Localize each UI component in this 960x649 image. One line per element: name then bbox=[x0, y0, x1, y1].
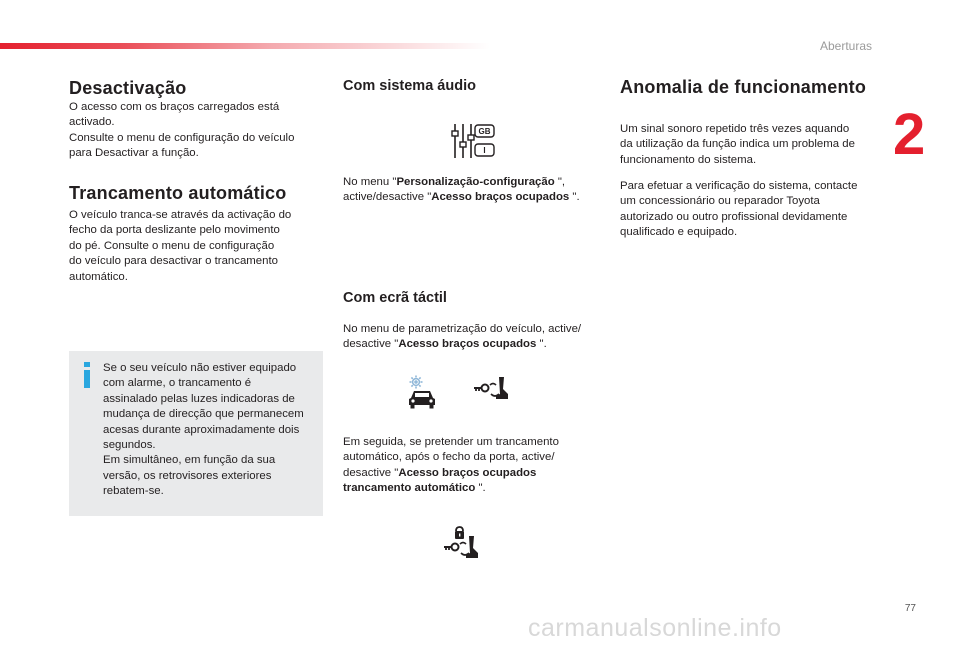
text-line: versão, os retrovisores exteriores bbox=[103, 469, 272, 482]
audio-instruction bbox=[343, 175, 580, 206]
menu-name: Personalização-configuração bbox=[396, 176, 555, 188]
hands-free-access-icon bbox=[472, 374, 512, 404]
function-name: Acesso braços ocupados bbox=[398, 338, 537, 351]
text-fragment: ". bbox=[475, 482, 486, 495]
text-line: O veículo tranca-se através da activação do bbox=[69, 209, 292, 221]
text-line: fecho da porta deslizante pelo movimento bbox=[69, 224, 280, 237]
info-note-text bbox=[103, 361, 304, 500]
text-line: com alarme, o trancamento é bbox=[103, 377, 252, 390]
text-line: do pé. Consulte o menu de configuração bbox=[69, 239, 275, 252]
auto-lock-text bbox=[69, 208, 291, 285]
text-line: activado. bbox=[69, 116, 115, 129]
info-icon bbox=[81, 362, 93, 388]
text-line: Em simultâneo, em função da sua bbox=[103, 454, 276, 467]
text-line: um concessionário ou reparador Toyota bbox=[620, 195, 820, 208]
section-title: Aberturas bbox=[819, 39, 872, 53]
deactivation-title: Desactivação bbox=[69, 78, 187, 98]
text-fragment: No menu " bbox=[343, 176, 397, 188]
text-line: No menu de parametrização do veículo, active/ bbox=[343, 323, 582, 335]
vehicle-settings-icon bbox=[404, 374, 440, 410]
text-line bbox=[343, 190, 580, 205]
auto-lock-instruction bbox=[343, 435, 559, 497]
function-name: Acesso braços ocupados bbox=[431, 191, 570, 204]
text-line: para Desactivar a função. bbox=[69, 147, 199, 160]
text-fragment: active/desactive " bbox=[343, 191, 432, 204]
text-fragment: ". bbox=[569, 191, 580, 204]
chapter-number: 2 bbox=[893, 102, 926, 167]
text-line: autorizado ou outro profissional devidamente bbox=[620, 210, 848, 223]
malfunction-text-1 bbox=[620, 122, 855, 168]
deactivation-text bbox=[69, 100, 294, 162]
text-line: automático, após o fecho da porta, active/ bbox=[343, 451, 555, 464]
touchscreen-title: Com ecrã táctil bbox=[343, 290, 447, 306]
text-line: Consulte o menu de configuração do veículo bbox=[69, 131, 295, 144]
hands-free-lock-icon bbox=[442, 526, 482, 560]
touchscreen-instruction bbox=[343, 322, 581, 353]
text-line: Se o seu veículo não estiver equipado bbox=[103, 362, 297, 374]
function-name: trancamento automático bbox=[343, 482, 476, 495]
text-line bbox=[343, 466, 559, 481]
malfunction-text-2 bbox=[620, 179, 857, 241]
text-fragment: ", bbox=[554, 176, 566, 188]
text-fragment: desactive " bbox=[343, 338, 399, 351]
audio-icon-language-top: GB bbox=[478, 127, 491, 136]
text-fragment: desactive " bbox=[343, 466, 399, 479]
text-line: assinalado pelas luzes indicadoras de bbox=[103, 392, 295, 405]
watermark: carmanualsonline.info bbox=[528, 614, 782, 642]
page-number: 77 bbox=[904, 603, 916, 614]
function-name: Acesso braços ocupados bbox=[398, 466, 537, 479]
text-line bbox=[343, 175, 580, 190]
text-line: mudança de direcção que permanecem bbox=[103, 408, 304, 421]
audio-title: Com sistema áudio bbox=[343, 78, 476, 94]
text-fragment: ". bbox=[536, 338, 547, 351]
text-line: segundos. bbox=[103, 439, 156, 452]
text-line bbox=[343, 337, 581, 352]
audio-settings-icon bbox=[450, 122, 496, 160]
text-line: O acesso com os braços carregados está bbox=[69, 101, 280, 113]
text-line: da utilização da função indica um problema de bbox=[620, 138, 855, 151]
text-line: funcionamento do sistema. bbox=[620, 153, 757, 166]
text-line: Para efetuar a verificação do sistema, contacte bbox=[620, 180, 858, 192]
text-line: do veículo para desactivar o trancamento bbox=[69, 255, 278, 268]
text-line: rebatem-se. bbox=[103, 485, 164, 498]
text-line: acesas durante aproximadamente dois bbox=[103, 423, 300, 436]
text-line: Um sinal sonoro repetido três vezes aquando bbox=[620, 123, 850, 135]
text-line: qualificado e equipado. bbox=[620, 226, 738, 239]
header-accent-bar bbox=[0, 43, 490, 49]
malfunction-title: Anomalia de funcionamento bbox=[620, 77, 867, 97]
text-line: Em seguida, se pretender um trancamento bbox=[343, 436, 559, 448]
auto-lock-title: Trancamento automático bbox=[69, 183, 287, 203]
text-line bbox=[343, 481, 559, 496]
audio-icon-language-bottom: I bbox=[483, 146, 486, 155]
text-line: automático. bbox=[69, 270, 128, 283]
